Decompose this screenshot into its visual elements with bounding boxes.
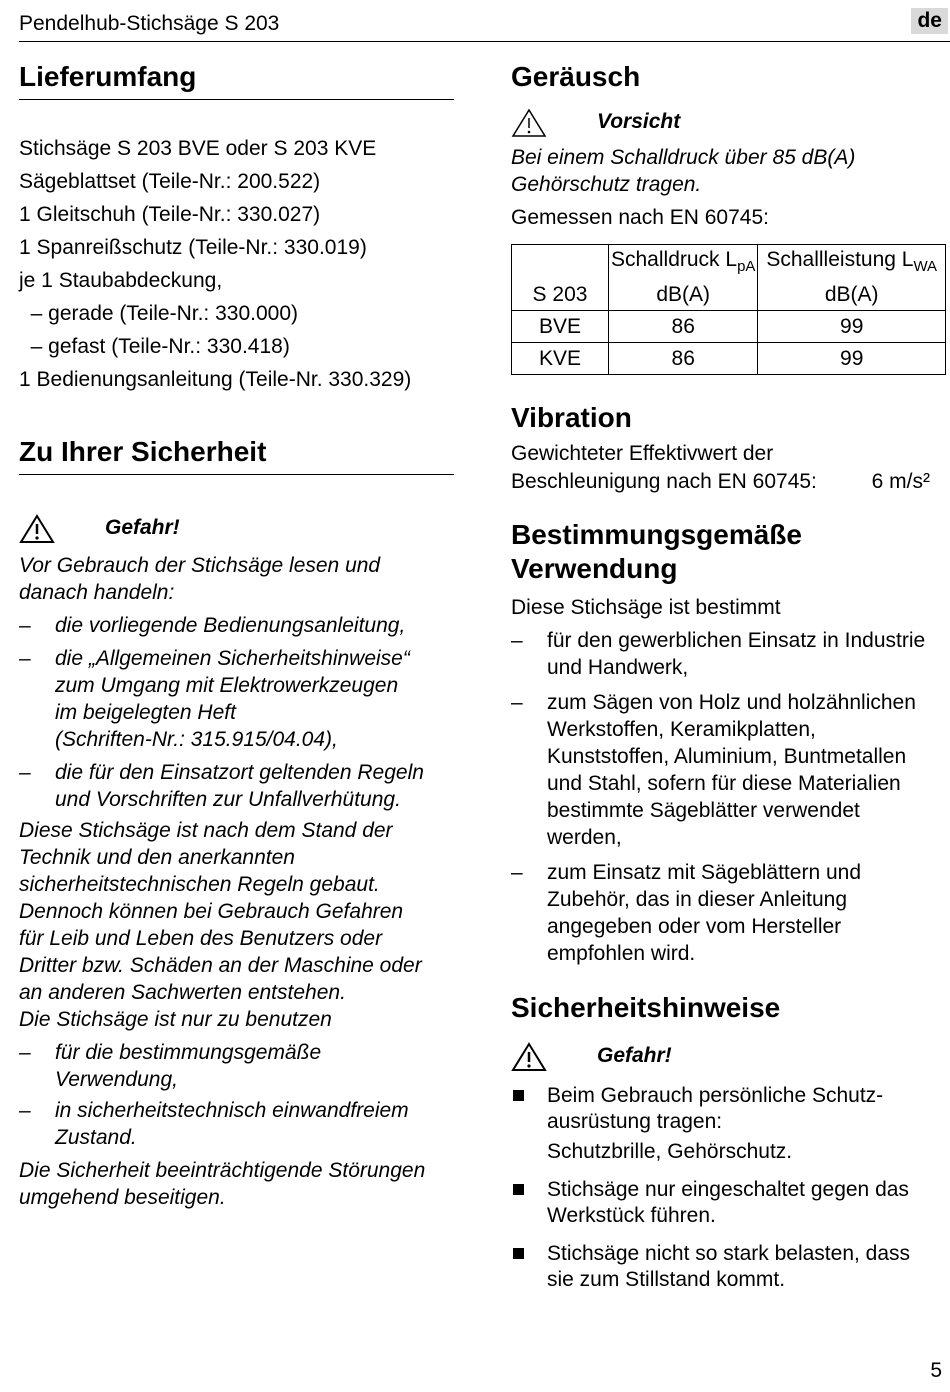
delivery-item: Stichsäge S 203 BVE oder S 203 KVE: [19, 137, 377, 160]
danger-label: Gefahr!: [597, 1044, 672, 1067]
bullet-line: sie zum Stillstand kommt.: [547, 1268, 786, 1291]
caution-warning: [511, 106, 681, 140]
measured-note: Gemessen nach EN 60745:: [511, 206, 769, 229]
square-bullet-icon: [513, 1090, 524, 1101]
usage-body: [511, 594, 948, 967]
heading-line: Bestimmungsgemäße: [511, 519, 802, 550]
bullet-line: Stichsäge nicht so stark belasten, dass: [547, 1242, 911, 1265]
dash-marker: –: [19, 761, 31, 784]
power-label: Schallleistung L: [766, 248, 914, 272]
list-item-line: angegeben oder vom Hersteller: [547, 915, 842, 938]
list-item-line: die vorliegende Bedienungsanleitung,: [55, 614, 406, 637]
bullet-item: [511, 1241, 948, 1293]
safety-closing-line: Die Sicherheit beeinträchtigende Störungen: [19, 1159, 426, 1182]
warning-triangle-icon: [511, 1042, 547, 1072]
list-item-line: die „Allgemeinen Sicherheitshinweise“: [55, 647, 410, 670]
bullet-item: [511, 1177, 948, 1229]
noise-table: [511, 244, 946, 375]
square-bullet-icon: [513, 1248, 524, 1259]
safety-para-line: sicherheitstechnischen Regeln gebaut.: [19, 873, 380, 896]
heading-verwendung: [511, 518, 802, 585]
safety-para-line: Dritter bzw. Schäden an der Maschine oder: [19, 954, 422, 977]
heading-geraeusch: Geräusch: [511, 61, 641, 92]
bullet-line: Schutzbrille, Gehörschutz.: [547, 1140, 793, 1163]
list-item: [19, 612, 454, 639]
list-item-line: bestimmte Sägeblätter verwendet: [547, 799, 860, 822]
dash-marker: –: [511, 691, 523, 714]
safety-para-line: Diese Stichsäge ist nach dem Stand der: [19, 819, 393, 842]
table-cell-power: 99: [758, 311, 946, 343]
list-item-line: zum Umgang mit Elektrowerkzeugen: [55, 674, 399, 697]
list-item: [511, 859, 948, 967]
list-item-line: in sicherheitstechnisch einwandfreiem: [55, 1099, 409, 1122]
caution-text: [511, 144, 855, 198]
vibration-text: [511, 440, 948, 496]
danger-warning: [511, 1040, 672, 1074]
table-header-pressure: [609, 245, 758, 280]
list-item-line: die für den Einsatzort geltenden Regeln: [55, 761, 424, 784]
list-item-line: Kunststoffen, Aluminium, Buntmetallen: [547, 745, 907, 768]
list-item-line: und Handwerk,: [547, 656, 689, 679]
pressure-label: Schalldruck L: [611, 248, 738, 272]
list-item: [19, 645, 454, 753]
power-sub: WA: [913, 258, 938, 276]
safety-intro-line: Vor Gebrauch der Stichsäge lesen und: [19, 554, 381, 577]
table-header-row: [512, 245, 946, 280]
safety-para-line: Dennoch können bei Gebrauch Gefahren: [19, 900, 404, 923]
list-item-line: für den gewerblichen Einsatz in Industrie: [547, 629, 926, 652]
table-cell-power: 99: [758, 343, 946, 375]
safety-notes-list: [511, 1083, 948, 1293]
usage-intro: Diese Stichsäge ist bestimmt: [511, 596, 781, 619]
list-item-line: Zustand.: [55, 1126, 137, 1149]
caution-label: Vorsicht: [597, 110, 681, 133]
list-item-line: werden,: [547, 826, 622, 849]
bullet-line: ausrüstung tragen:: [547, 1110, 723, 1133]
table-cell-variant: BVE: [512, 311, 609, 343]
dash-marker: –: [19, 1041, 31, 1064]
delivery-item: – gefast (Teile-Nr.: 330.418): [19, 335, 290, 358]
dash-marker: –: [19, 614, 31, 637]
safety-intro-line: danach handeln:: [19, 581, 175, 604]
list-item-line: Zubehör, das in dieser Anleitung: [547, 888, 848, 911]
heading-rule: [19, 99, 454, 100]
dash-marker: –: [19, 1099, 31, 1122]
vibration-line: Gewichteter Effektivwert der: [511, 442, 774, 465]
delivery-item: Sägeblattset (Teile-Nr.: 200.522): [19, 170, 321, 193]
vibration-value-row: [511, 468, 948, 496]
list-item: [19, 759, 454, 813]
safety-para-line: für Leib und Leben des Benutzers oder: [19, 927, 383, 950]
caution-line: Bei einem Schalldruck über 85 dB(A): [511, 146, 856, 169]
vibration-value: 6 m/s²: [871, 470, 930, 493]
table-cell-empty: [512, 245, 609, 280]
language-badge: de: [911, 8, 948, 34]
delivery-item: 1 Spanreißschutz (Teile-Nr.: 330.019): [19, 236, 367, 259]
dash-marker: –: [511, 629, 523, 652]
delivery-list: [19, 132, 411, 396]
list-item-line: Verwendung,: [55, 1068, 178, 1091]
caution-line: Gehörschutz tragen.: [511, 173, 702, 196]
dash-marker: –: [511, 861, 523, 884]
danger-warning: [19, 512, 180, 546]
list-item-line: für die bestimmungsgemäße: [55, 1041, 322, 1064]
heading-lieferumfang: Lieferumfang: [19, 61, 197, 92]
page-number: 5: [930, 1359, 942, 1382]
list-item-line: und Stahl, sofern für diese Materialien: [547, 772, 901, 795]
list-item: [19, 1039, 454, 1093]
list-item-line: zum Sägen von Holz und holzähnlichen: [547, 691, 916, 714]
safety-body: [19, 552, 454, 1211]
warning-triangle-icon: [19, 514, 55, 544]
heading-sicherheit: Zu Ihrer Sicherheit: [19, 436, 267, 467]
list-item-line: und Vorschriften zur Unfallverhütung.: [55, 788, 401, 811]
safety-para-line: Technik und den anerkannten: [19, 846, 295, 869]
table-cell-variant: KVE: [512, 343, 609, 375]
heading-vibration: Vibration: [511, 402, 632, 433]
list-item: [511, 627, 948, 681]
list-item-line: Werkstoffen, Keramikplatten,: [547, 718, 816, 741]
delivery-item: 1 Bedienungsanleitung (Teile-Nr. 330.329): [19, 368, 412, 391]
bullet-line: Werkstück führen.: [547, 1204, 716, 1227]
safety-para-line: Die Stichsäge ist nur zu benutzen: [19, 1008, 332, 1031]
list-item: [511, 689, 948, 851]
safety-para-line: an anderen Sachwerten entstehen.: [19, 981, 346, 1004]
header-divider: [19, 41, 950, 42]
table-units-row: [512, 279, 946, 311]
square-bullet-icon: [513, 1184, 524, 1195]
table-header-power: [758, 245, 946, 280]
list-item-line: zum Einsatz mit Sägeblättern und: [547, 861, 861, 884]
heading-line: Verwendung: [511, 552, 678, 584]
danger-label: Gefahr!: [105, 516, 180, 539]
delivery-item: 1 Gleitschuh (Teile-Nr.: 330.027): [19, 203, 321, 226]
warning-triangle-icon: [511, 108, 547, 138]
delivery-item: je 1 Staubabdeckung,: [19, 269, 223, 292]
heading-rule: [19, 474, 454, 475]
table-cell-pressure: 86: [609, 343, 758, 375]
table-row: [512, 311, 946, 343]
document-header-title: Pendelhub-Stichsäge S 203: [19, 12, 280, 35]
heading-sicherheitshinweise: Sicherheitshinweise: [511, 992, 781, 1023]
list-item-line: (Schriften-Nr.: 315.915/04.04),: [55, 728, 338, 751]
dash-marker: –: [19, 647, 31, 670]
table-row: [512, 343, 946, 375]
table-cell-model: S 203: [512, 279, 609, 311]
table-cell-unit: dB(A): [609, 279, 758, 311]
list-item: [19, 1097, 454, 1151]
bullet-line: Beim Gebrauch persönliche Schutz-: [547, 1084, 884, 1107]
bullet-item: [511, 1083, 948, 1165]
table-cell-pressure: 86: [609, 311, 758, 343]
table-cell-unit: dB(A): [758, 279, 946, 311]
delivery-item: – gerade (Teile-Nr.: 330.000): [19, 302, 298, 325]
pressure-sub: pA: [737, 258, 756, 276]
bullet-line: Stichsäge nur eingeschaltet gegen das: [547, 1178, 909, 1201]
list-item-line: empfohlen wird.: [547, 942, 696, 965]
list-item-line: im beigelegten Heft: [55, 701, 236, 724]
vibration-line: Beschleunigung nach EN 60745:: [511, 470, 817, 493]
safety-closing-line: umgehend beseitigen.: [19, 1186, 226, 1209]
